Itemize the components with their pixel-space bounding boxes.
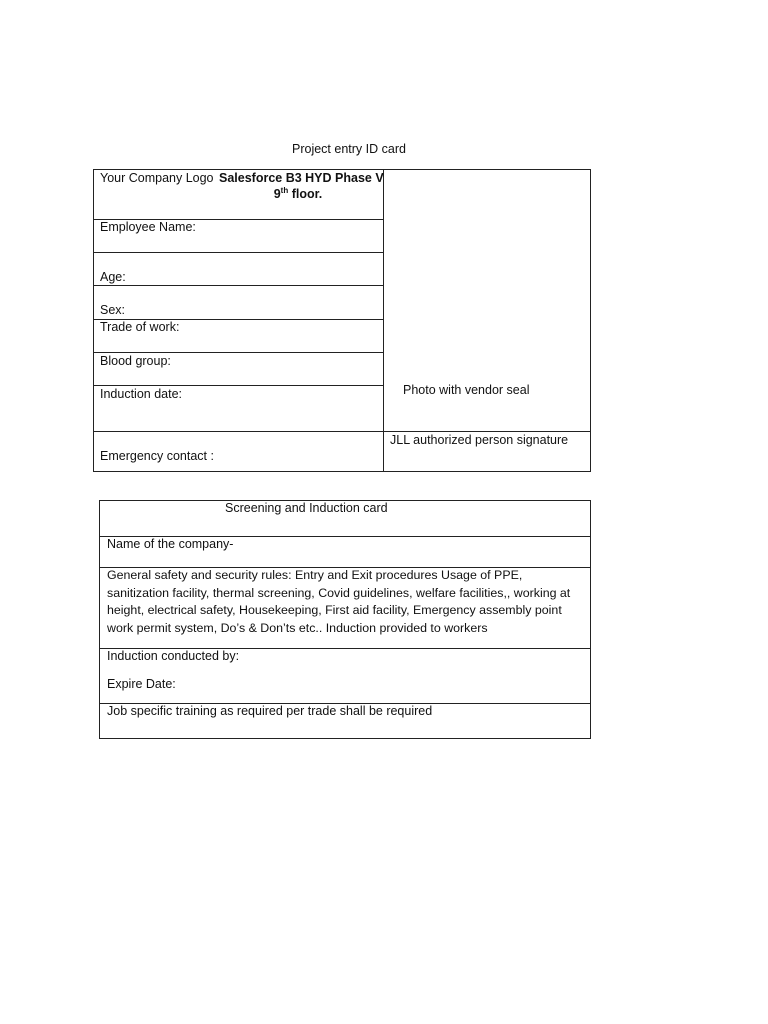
photo-placeholder-label: Photo with vendor seal: [403, 383, 530, 397]
id-card: [0, 0, 768, 480]
company-name-label: Name of the company-: [107, 537, 234, 551]
id-card-border-bottom: [93, 471, 591, 472]
safety-rules-text: General safety and security rules: Entry and Exit procedures Usage of PPE, sanitization facility, thermal screening, Covid guidelines, welfare facilities,, working at height, electrical safety, Housekeeping, First aid facility, Emergency assembly point work permit system, Do’s & Don’ts etc.. Induction provided to workers: [107, 568, 571, 635]
screening-border-bottom: [99, 738, 591, 739]
row-divider: [93, 352, 384, 353]
id-card-border-right: [590, 169, 591, 472]
row-divider: [93, 252, 384, 253]
screening-card-title: Screening and Induction card: [225, 501, 388, 515]
age-label: Age:: [100, 270, 126, 284]
id-card-column-divider: [383, 169, 384, 472]
id-card-border-top: [93, 169, 591, 170]
row-divider: [93, 385, 384, 386]
row-divider: [93, 431, 591, 432]
company-logo-placeholder: Your Company Logo: [100, 171, 214, 185]
site-floor-ordinal: th: [280, 186, 289, 195]
id-card-border-left: [93, 169, 94, 472]
emergency-contact-label: Emergency contact :: [100, 449, 214, 463]
signature-label: JLL authorized person signature: [390, 433, 569, 447]
screening-card: [0, 480, 768, 760]
site-floor-number: 9: [273, 187, 281, 201]
induction-date-label: Induction date:: [100, 387, 183, 401]
site-floor-rest: floor.: [288, 187, 323, 201]
row-divider: [93, 285, 384, 286]
trade-of-work-label: Trade of work:: [100, 320, 180, 334]
expire-date-label: Expire Date:: [107, 677, 176, 691]
sex-label: Sex:: [100, 303, 126, 317]
job-training-note: Job specific training as required per trade shall be required: [107, 704, 433, 718]
employee-name-label: Employee Name:: [100, 220, 196, 234]
site-name: Salesforce B3 HYD Phase V: [219, 171, 384, 185]
blood-group-label: Blood group:: [100, 354, 171, 368]
site-floor: [219, 187, 377, 202]
id-card-title: Project entry ID card: [292, 142, 406, 156]
induction-conducted-by-label: Induction conducted by:: [107, 649, 240, 663]
